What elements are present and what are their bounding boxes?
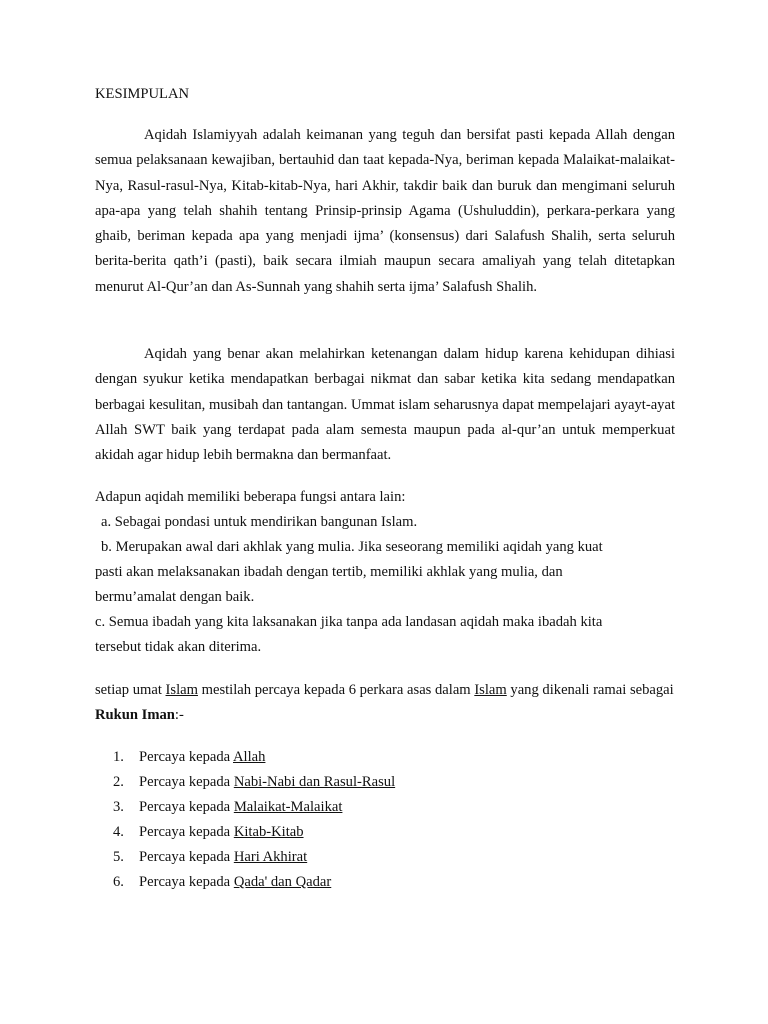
- list-link-qada-qadar[interactable]: Qada' dan Qadar: [233, 874, 332, 890]
- list-text: Percaya kepada: [139, 774, 234, 790]
- list-item: [113, 795, 395, 820]
- list-text: Percaya kepada: [139, 849, 234, 865]
- list-text: Percaya kepada: [139, 874, 234, 890]
- fungsi-section: [95, 485, 675, 660]
- list-text: Percaya kepada: [139, 749, 233, 765]
- page-title: KESIMPULAN: [95, 86, 190, 102]
- list-item: [113, 820, 395, 845]
- list-number: 5.: [113, 849, 124, 865]
- islam-link-2[interactable]: Islam: [474, 682, 507, 698]
- fungsi-item-c-line2: tersebut tidak akan diterima.: [95, 639, 262, 655]
- paragraph-aqidah-benefit: Aqidah yang benar akan melahirkan ketenangan dalam hidup karena kehidupan dihiasi dengan syukur ketika mendapatkan berbagai nikmat dan sabar ketika kita sedang mendapatkan berbagai kesulitan, musibah dan tantangan. Ummat islam seharusnya dapat mempelajari ayayt-ayat Allah SWT baik yang terdapat pada alam semesta maupun pada al-qur’an untuk memperkuat akidah agar hidup lebih bermakna dan bermanfaat.: [95, 346, 675, 464]
- paragraph-aqidah-definition: Aqidah Islamiyyah adalah keimanan yang teguh dan bersifat pasti kepada Allah dengan semua pelaksanaan kewajiban, bertauhid dan taat kepada-Nya, beriman kepada Malaikat-malaikat-Nya, Rasul-rasul-Nya, Kitab-kitab-Nya, hari Akhir, takdir baik dan buruk dan mengimani seluruh apa-apa yang telah shahih tentang Prinsip-prinsip Agama (Ushuluddin), perkara-perkara yang ghaib, beriman kepada apa yang menjadi ijma’ (konsensus) dari Salafush Shalih, serta seluruh berita-berita qath’i (pasti), baik secara ilmiah maupun secara amaliyah yang telah ditetapkan menurut Al-Qur’an dan As-Sunnah yang shahih serta ijma’ Salafush Shalih.: [95, 127, 675, 295]
- list-number: 2.: [113, 774, 124, 790]
- rukun-text-3: yang dikenali ramai sebagai: [506, 682, 674, 698]
- fungsi-intro: Adapun aqidah memiliki beberapa fungsi antara lain:: [95, 489, 406, 505]
- list-text: Percaya kepada: [139, 799, 234, 815]
- list-item: [113, 770, 395, 795]
- rukun-iman-intro: [95, 678, 675, 728]
- list-number: 3.: [113, 799, 124, 815]
- list-link-nabi-rasul[interactable]: Nabi-Nabi dan Rasul-Rasul: [233, 774, 396, 790]
- list-link-malaikat[interactable]: Malaikat-Malaikat: [233, 799, 343, 815]
- list-number: 1.: [113, 749, 124, 765]
- list-link-kitab[interactable]: Kitab-Kitab: [233, 824, 304, 840]
- list-link-allah[interactable]: Allah: [233, 749, 266, 765]
- rukun-iman-list: [113, 745, 395, 895]
- list-item: [113, 745, 395, 770]
- rukun-text-1: setiap umat: [95, 682, 166, 698]
- fungsi-item-b-line1: b. Merupakan awal dari akhlak yang mulia. Jika seseorang memiliki aqidah yang kuat: [101, 539, 603, 555]
- list-text: Percaya kepada: [139, 824, 234, 840]
- list-number: 4.: [113, 824, 124, 840]
- islam-link-1[interactable]: Islam: [165, 682, 198, 698]
- fungsi-item-b-line2: pasti akan melaksanakan ibadah dengan tertib, memiliki akhlak yang mulia, dan: [95, 564, 563, 580]
- list-item: [113, 845, 395, 870]
- rukun-iman-bold: Rukun Iman: [95, 707, 175, 723]
- fungsi-item-c-line1: c. Semua ibadah yang kita laksanakan jika tanpa ada landasan aqidah maka ibadah kita: [95, 614, 603, 630]
- rukun-text-4: :-: [174, 707, 184, 723]
- fungsi-item-a: a. Sebagai pondasi untuk mendirikan bangunan Islam.: [101, 514, 418, 530]
- fungsi-item-b-line3: bermu’amalat dengan baik.: [95, 589, 255, 605]
- list-number: 6.: [113, 874, 124, 890]
- list-item: [113, 870, 395, 895]
- list-link-hari-akhirat[interactable]: Hari Akhirat: [233, 849, 308, 865]
- rukun-text-2: mestilah percaya kepada 6 perkara asas dalam: [197, 682, 475, 698]
